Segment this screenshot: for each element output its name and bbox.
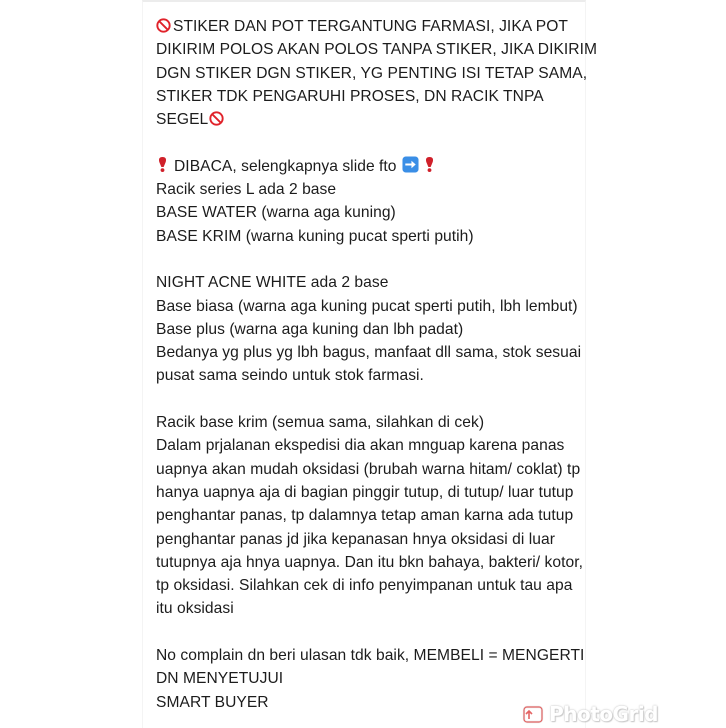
racik-krim-line-7: tutupnya aja hnya uapnya. Dan itu bkn bahaya, bakteri/ kotor,: [156, 553, 583, 571]
racik-krim-line-8: tp oksidasi. Silahkan cek di info penyimpanan untuk tau apa: [156, 577, 573, 595]
no-entry-icon: [209, 111, 224, 126]
night-acne-line-2: Base biasa (warna aga kuning pucat sperti putih, lbh lembut): [156, 297, 578, 315]
paragraph-gap: [156, 388, 576, 411]
night-acne-line-3: Base plus (warna aga kuning dan lbh padat): [156, 320, 464, 338]
series-l-line-3: BASE KRIM (warna kuning pucat sperti putih): [156, 227, 474, 245]
night-acne-line-5: pusat sama seindo untuk stok farmasi.: [156, 367, 424, 385]
closing-line-3: SMART BUYER: [156, 693, 269, 711]
disclaimer-text-1: STIKER DAN POT TERGANTUNG FARMASI, JIKA POT: [173, 18, 568, 35]
disclaimer-line-1: [156, 15, 576, 38]
red-exclamation-icon: [156, 156, 169, 173]
racik-krim-line-3: uapnya akan mudah oksidasi (brubah warna hitam/ coklat) tp: [156, 460, 581, 478]
paragraph-gap: [156, 621, 576, 644]
disclaimer-line-2: DIKIRIM POLOS AKAN POLOS TANPA STIKER, JIKA DIKIRIM: [156, 41, 598, 59]
closing-line-2: DN MENYETUJUI: [156, 670, 284, 688]
racik-krim-line-5: penghantar panas, tp dalamnya tetap aman karna ada tutup: [156, 507, 574, 525]
series-l-line-1: Racik series L ada 2 base: [156, 181, 337, 199]
watermark-text: PhotoGrid: [549, 702, 658, 726]
dibaca-text: DIBACA, selengkapnya slide fto: [174, 157, 397, 175]
seller-note: [156, 15, 598, 714]
no-entry-icon: [156, 18, 171, 33]
racik-krim-line-1: Racik base krim (semua sama, silahkan di cek): [156, 414, 485, 432]
photogrid-logo-icon: [521, 703, 547, 725]
paragraph-gap: [156, 131, 576, 154]
racik-krim-line-4: hanya uapnya aja di bagian pinggir tutup, di tutup/ luar tutup: [156, 483, 574, 501]
night-acne-line-1: NIGHT ACNE WHITE ada 2 base: [156, 274, 389, 292]
disclaimer-line-4: STIKER TDK PENGARUHI PROSES, DN RACIK TNPA: [156, 87, 544, 105]
night-acne-line-4: Bedanya yg plus yg lbh bagus, manfaat dll sama, stok sesuai: [156, 344, 582, 362]
photogrid-watermark: [521, 703, 658, 725]
racik-krim-line-9: itu oksidasi: [156, 600, 234, 618]
right-arrow-icon: [402, 156, 419, 173]
racik-krim-line-6: penghantar panas jd jika kepanasan hnya oksidasi di luar: [156, 530, 555, 548]
red-exclamation-icon: [423, 156, 436, 173]
racik-krim-line-2: Dalam prjalanan ekspedisi dia akan mnguap karena panas: [156, 437, 565, 455]
disclaimer-text-5: SEGEL: [156, 111, 209, 129]
paragraph-gap: [156, 248, 576, 271]
dibaca-line: [156, 155, 576, 178]
closing-line-1: No complain dn beri ulasan tdk baik, MEMBELI = MENGERTI: [156, 647, 585, 665]
series-l-line-2: BASE WATER (warna aga kuning): [156, 204, 396, 222]
disclaimer-line-5: [156, 108, 576, 131]
disclaimer-line-3: DGN STIKER DGN STIKER, YG PENTING ISI TETAP SAMA,: [156, 64, 588, 82]
